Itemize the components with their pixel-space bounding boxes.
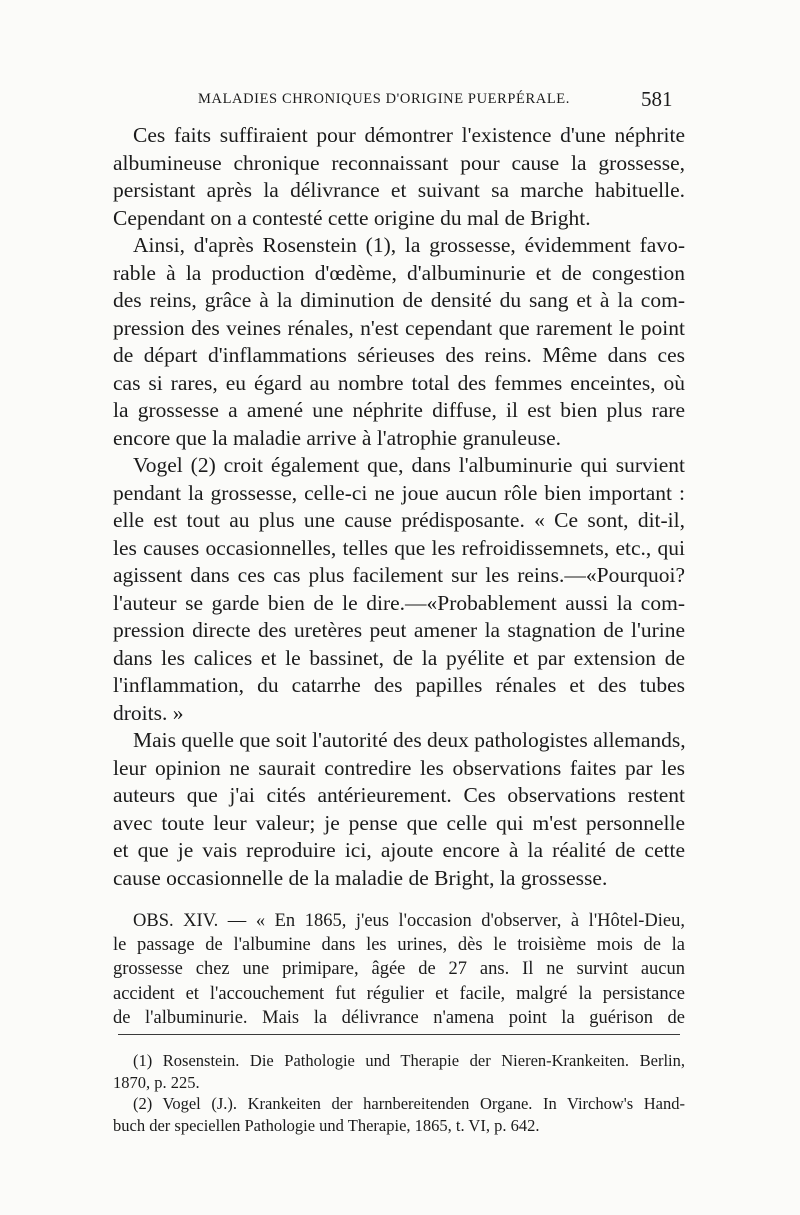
text-line: auteurs que j'ai cités antérieurement. Ces observations restent — [113, 783, 685, 807]
text-line: cause occasionnelle de la maladie de Bright, la grossesse. — [113, 865, 608, 890]
text-line: agissent dans ces cas plus facilement sur les reins.—«Pourquoi? — [113, 563, 685, 587]
page-header — [0, 89, 800, 119]
running-head: MALADIES CHRONIQUES D'ORIGINE PUERPÉRALE. — [198, 91, 570, 107]
footnote-line: 1870, p. 225. — [113, 1072, 200, 1092]
text-line: les causes occasionnelles, telles que les refroidissemnets, etc., qui — [113, 535, 685, 560]
text-line: la grossesse a amené une néphrite diffuse, il est bien plus rare — [113, 398, 685, 422]
observation-line: accident et l'accouchement fut régulier et facile, malgré la persistance — [113, 983, 685, 1004]
observation-line: le passage de l'albumine dans les urines, dès le troisième mois de la — [113, 935, 685, 956]
text-line: Ainsi, d'après Rosenstein (1), la grossesse, évidemment favo- — [133, 233, 685, 257]
footnote-separator — [118, 1034, 680, 1035]
observation-line: OBS. XIV. — « En 1865, j'eus l'occasion d'observer, à l'Hôtel-Dieu, — [133, 911, 685, 931]
text-line: avec toute leur valeur; je pense que celle qui m'est personnelle — [113, 810, 685, 835]
text-line: cas si rares, eu égard au nombre total des femmes enceintes, où — [113, 370, 685, 395]
text-line: droits. » — [113, 700, 184, 725]
text-line: l'auteur se garde bien de le dire.—«Probablement aussi la com- — [113, 590, 685, 615]
footnote-line: buch der speciellen Pathologie und Therapie, 1865, t. VI, p. 642. — [113, 1115, 540, 1135]
text-line: Vogel (2) croit également que, dans l'albuminurie qui survient — [133, 453, 685, 477]
footnote-line: (1) Rosenstein. Die Pathologie und Therapie der Nieren-Krankeiten. Berlin, — [133, 1051, 685, 1070]
text-line: Cependant on a contesté cette origine du mal de Bright. — [113, 205, 591, 230]
text-line: elle est tout au plus une cause prédisposante. « Ce sont, dit-il, — [113, 508, 685, 532]
text-line: rable à la production d'œdème, d'albuminurie et de congestion — [113, 260, 685, 285]
main-text — [113, 122, 685, 892]
text-line: Mais quelle que soit l'autorité des deux pathologistes allemands, — [133, 728, 686, 752]
observation-line: de l'albuminurie. Mais la délivrance n'amena point la guérison de — [113, 1007, 685, 1028]
text-line: et que je vais reproduire ici, ajoute encore à la réalité de cette — [113, 838, 685, 862]
footnotes — [113, 1050, 685, 1136]
text-line: leur opinion ne saurait contredire les observations faites par les — [113, 755, 685, 780]
text-line: dans les calices et le bassinet, de la pyélite et par extension de — [113, 645, 685, 670]
text-line: pendant la grossesse, celle-ci ne joue aucun rôle bien important : — [113, 480, 685, 505]
text-line: albumineuse chronique reconnaissant pour cause la grossesse, — [113, 150, 685, 175]
observation-line: grossesse chez une primipare, âgée de 27 ans. Il ne survint aucun — [113, 959, 685, 980]
text-line: pression des veines rénales, n'est cependant que rarement le point — [113, 315, 685, 340]
page-number: 581 — [641, 87, 673, 111]
observation-block — [113, 909, 685, 1030]
text-line: Ces faits suffiraient pour démontrer l'existence d'une néphrite — [133, 123, 685, 147]
text-line: l'inflammation, du catarrhe des papilles rénales et des tubes — [113, 673, 685, 697]
footnote-line: (2) Vogel (J.). Krankeiten der harnbereitenden Organe. In Virchow's Hand- — [133, 1094, 685, 1113]
text-line: de départ d'inflammations sérieuses des reins. Même dans ces — [113, 343, 685, 367]
text-line: persistant après la délivrance et suivant sa marche habituelle. — [113, 178, 685, 202]
text-line: pression directe des uretères peut amener la stagnation de l'urine — [113, 618, 685, 642]
text-line: des reins, grâce à la diminution de densité du sang et à la com- — [113, 288, 685, 312]
text-line: encore que la maladie arrive à l'atrophie granuleuse. — [113, 425, 561, 450]
